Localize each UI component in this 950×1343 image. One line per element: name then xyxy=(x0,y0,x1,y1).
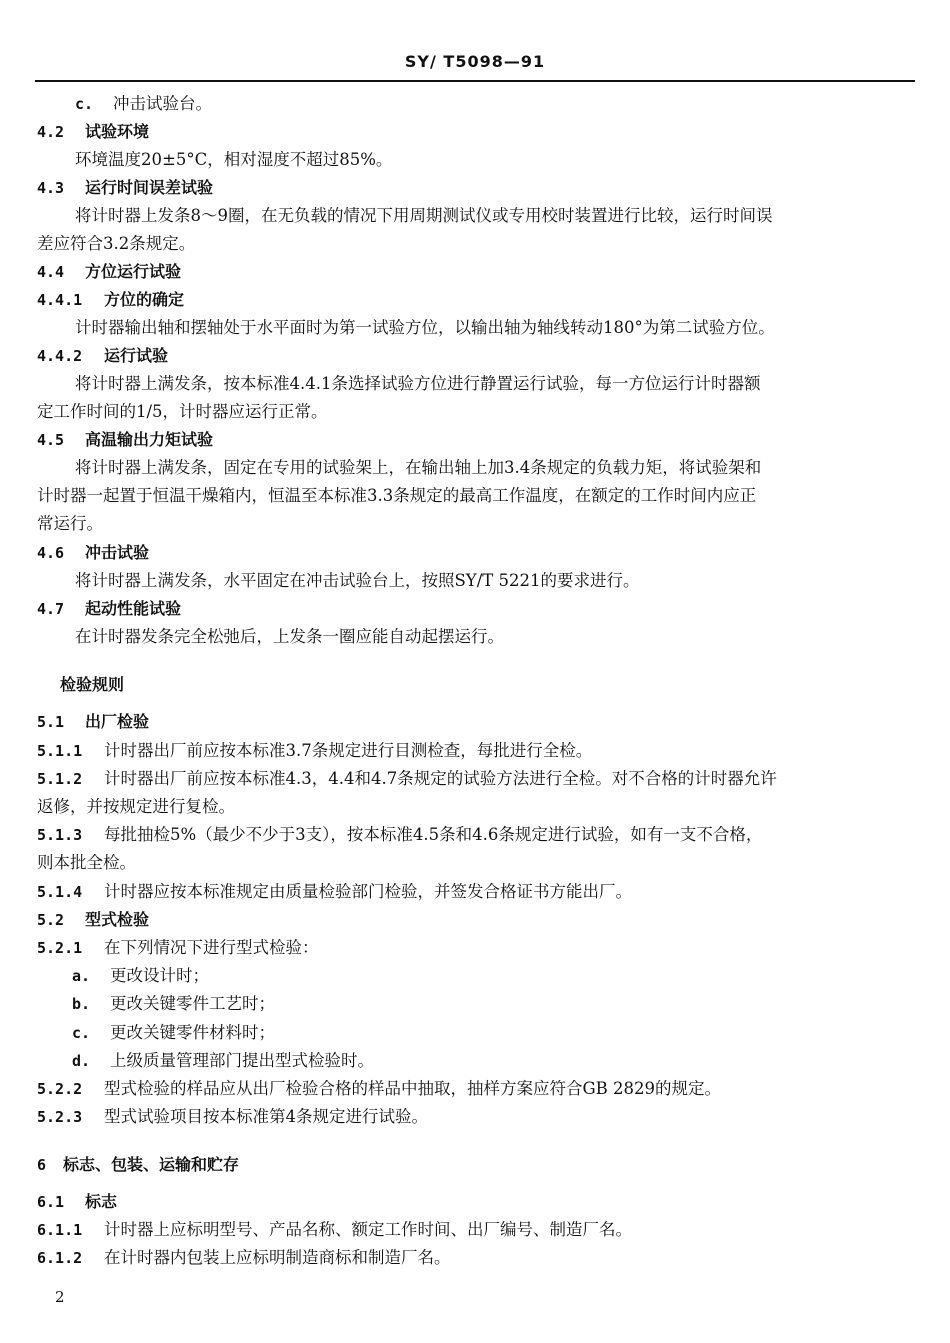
list-item-d xyxy=(72,1051,374,1071)
item-label: c. xyxy=(72,1024,91,1042)
section-number: 4.5 xyxy=(37,431,65,449)
section-number: 5.1.3 xyxy=(37,826,83,844)
paragraph: 在计时器发条完全松弛后，上发条一圈应能自动起摆运行。 xyxy=(75,627,504,646)
item-label: a. xyxy=(72,967,91,985)
page-number: 2 xyxy=(55,1288,65,1306)
section-5-2 xyxy=(37,910,149,930)
section-title: 方位的确定 xyxy=(104,290,185,309)
clause-text: 型式检验的样品应从出厂检验合格的样品中抽取，抽样方案应符合GB 2829的规定。 xyxy=(104,1079,722,1098)
clause-5-1-3 xyxy=(37,825,762,845)
chapter-6 xyxy=(37,1155,239,1175)
item-text: 更改设计时； xyxy=(110,966,209,985)
section-4-6 xyxy=(37,543,149,563)
section-number: 5.1.1 xyxy=(37,742,83,760)
item-label: b. xyxy=(72,995,91,1013)
section-number: 5.2.1 xyxy=(37,939,83,957)
clause-5-2-2 xyxy=(37,1079,721,1099)
paragraph: 环境温度20±5°C，相对湿度不超过85%。 xyxy=(75,150,393,169)
section-number: 6.1 xyxy=(37,1193,65,1211)
section-title: 出厂检验 xyxy=(85,712,150,731)
clause-text: 在下列情况下进行型式检验： xyxy=(104,938,319,957)
page-header: SY/ T5098—91 xyxy=(404,52,546,71)
section-4-2 xyxy=(37,122,149,142)
clause-text: 计时器上应标明型号、产品名称、额定工作时间、出厂编号、制造厂名。 xyxy=(104,1220,632,1239)
clause-6-1-2 xyxy=(37,1248,451,1268)
section-number: 4.4.2 xyxy=(37,347,83,365)
paragraph: 计时器一起置于恒温干燥箱内，恒温至本标准3.3条规定的最高工作温度，在额定的工作时间内应正 xyxy=(37,486,757,505)
list-item-a xyxy=(72,966,209,986)
section-4-4 xyxy=(37,262,181,282)
section-4-4-1 xyxy=(37,290,184,310)
section-number: 5.2.3 xyxy=(37,1108,83,1126)
chapter-number: 6 xyxy=(37,1156,47,1174)
item-label: c. xyxy=(75,95,94,113)
section-title: 型式检验 xyxy=(85,910,150,929)
section-number: 5.2.2 xyxy=(37,1080,83,1098)
clause-text: 型式试验项目按本标准第4条规定进行试验。 xyxy=(104,1107,428,1126)
section-4-7 xyxy=(37,599,181,619)
section-number: 4.7 xyxy=(37,600,65,618)
section-title: 标志 xyxy=(85,1192,118,1211)
clause-text: 计时器出厂前应按本标准3.7条规定进行目测检查，每批进行全检。 xyxy=(104,741,593,760)
section-number: 5.1.2 xyxy=(37,770,83,788)
section-number: 6.1.1 xyxy=(37,1221,83,1239)
section-title: 运行时间误差试验 xyxy=(85,178,214,197)
section-title: 试验环境 xyxy=(85,122,150,141)
section-title: 高温输出力矩试验 xyxy=(85,430,214,449)
clause-5-1-1 xyxy=(37,741,592,761)
section-title: 起动性能试验 xyxy=(85,599,182,618)
clause-text: 计时器出厂前应按本标准4.3，4.4和4.7条规定的试验方法进行全检。对不合格的计时器允许 xyxy=(104,769,777,788)
section-title: 冲击试验 xyxy=(85,543,150,562)
clause-5-1-4 xyxy=(37,882,632,902)
paragraph: 将计时器上满发条，水平固定在冲击试验台上，按照SY/T 5221的要求进行。 xyxy=(75,571,640,590)
list-item-c xyxy=(72,1023,275,1043)
clause-5-1-2 xyxy=(37,769,777,789)
section-number: 5.1 xyxy=(37,713,65,731)
section-number: 4.6 xyxy=(37,544,65,562)
section-number: 4.4.1 xyxy=(37,291,83,309)
section-4-4-2 xyxy=(37,346,168,366)
clause-text: 在计时器内包装上应标明制造商标和制造厂名。 xyxy=(104,1248,451,1267)
section-number: 6.1.2 xyxy=(37,1249,83,1267)
section-4-5 xyxy=(37,430,213,450)
list-item-c xyxy=(75,94,212,114)
clause-5-2-1 xyxy=(37,938,319,958)
paragraph: 返修，并按规定进行复检。 xyxy=(37,797,235,816)
chapter-title: 检验规则 xyxy=(60,675,125,694)
section-number: 5.2 xyxy=(37,911,65,929)
chapter-title: 标志、包装、运输和贮存 xyxy=(63,1155,240,1174)
paragraph: 将计时器上发条8～9圈，在无负载的情况下用周期测试仪或专用校时装置进行比较，运行时间误 xyxy=(75,206,773,225)
section-number: 4.4 xyxy=(37,263,65,281)
paragraph: 则本批全检。 xyxy=(37,853,136,872)
header-rule xyxy=(35,80,915,82)
paragraph: 将计时器上满发条，按本标准4.4.1条选择试验方位进行静置运行试验，每一方位运行计时器额 xyxy=(75,374,761,393)
section-number: 5.1.4 xyxy=(37,883,83,901)
item-text: 冲击试验台。 xyxy=(113,94,212,113)
section-number: 4.2 xyxy=(37,123,65,141)
paragraph: 定工作时间的1/5，计时器应运行正常。 xyxy=(37,402,328,421)
paragraph: 常运行。 xyxy=(37,514,103,533)
section-5-1 xyxy=(37,712,149,732)
clause-text: 计时器应按本标准规定由质量检验部门检验，并签发合格证书方能出厂。 xyxy=(104,882,632,901)
item-label: d. xyxy=(72,1052,91,1070)
section-title: 运行试验 xyxy=(104,346,169,365)
clause-6-1-1 xyxy=(37,1220,632,1240)
section-4-3 xyxy=(37,178,213,198)
section-6-1 xyxy=(37,1192,117,1212)
paragraph: 差应符合3.2条规定。 xyxy=(37,234,196,253)
clause-text: 每批抽检5%（最少不少于3支），按本标准4.5条和4.6条规定进行试验，如有一支不合格， xyxy=(104,825,763,844)
section-number: 4.3 xyxy=(37,179,65,197)
paragraph: 将计时器上满发条，固定在专用的试验架上，在输出轴上加3.4条规定的负载力矩，将试验架和 xyxy=(75,458,762,477)
item-text: 更改关键零件工艺时； xyxy=(110,994,275,1013)
item-text: 更改关键零件材料时； xyxy=(110,1023,275,1042)
clause-5-2-3 xyxy=(37,1107,428,1127)
paragraph: 计时器输出轴和摆轴处于水平面时为第一试验方位，以输出轴为轴线转动180°为第二试验方位。 xyxy=(75,318,775,337)
section-title: 方位运行试验 xyxy=(85,262,182,281)
list-item-b xyxy=(72,994,275,1014)
item-text: 上级质量管理部门提出型式检验时。 xyxy=(110,1051,374,1070)
